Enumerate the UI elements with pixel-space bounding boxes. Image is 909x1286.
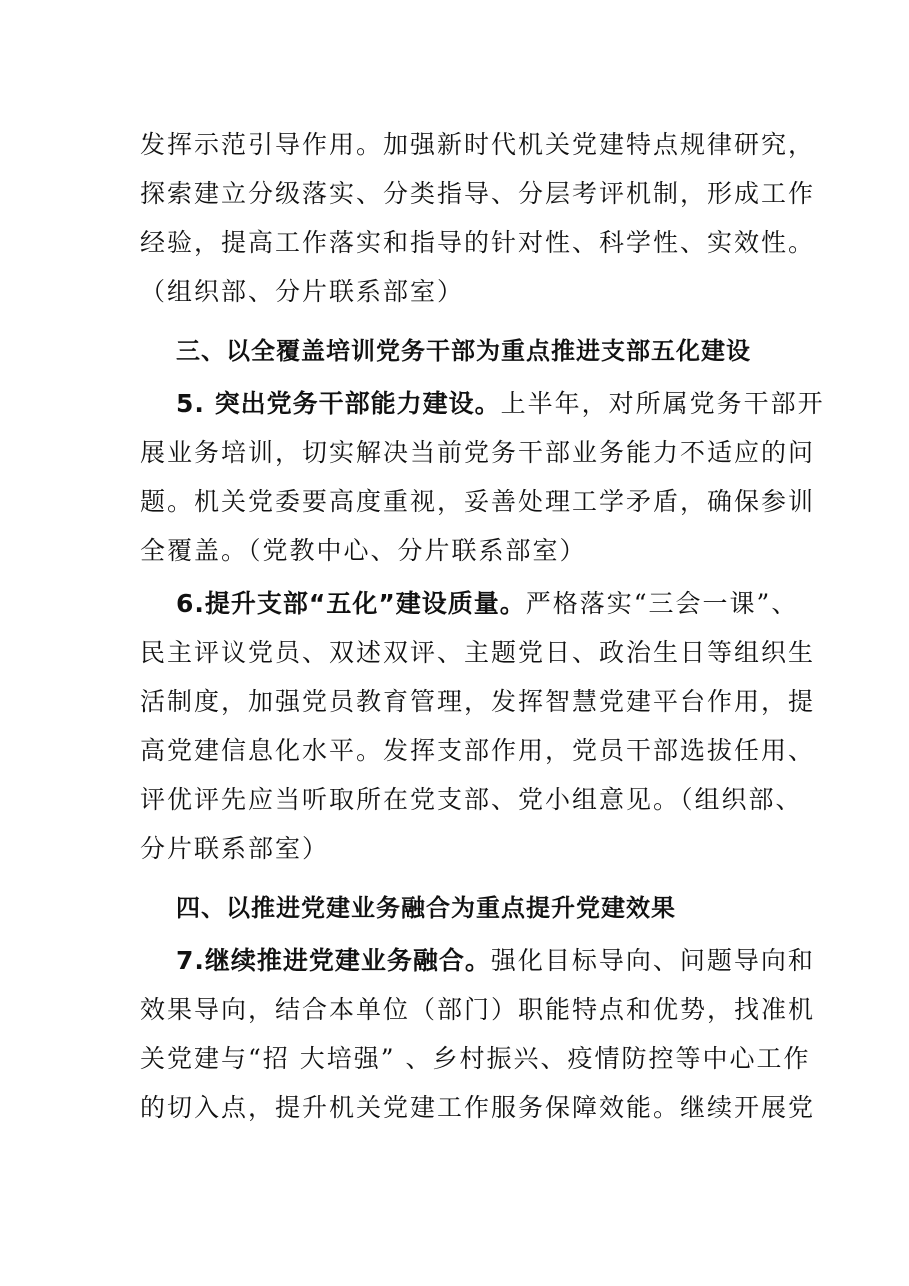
section-three-heading: 三、以全覆盖培训党务干部为重点推进支部五化建设 [176, 337, 751, 365]
paragraph-line: 全覆盖。（党教中心、分片联系部室） [140, 536, 587, 565]
paragraph-first-line [140, 936, 815, 985]
paragraph-line: 活制度，加强党员教育管理，发挥智慧党建平台作用，提 [140, 687, 816, 716]
item-seven-paragraph [140, 936, 816, 1132]
paragraph-first-line [140, 379, 825, 428]
paragraph-line: 题。机关党委要高度重视，妥善处理工学矛盾，确保参训 [140, 487, 816, 516]
paragraph-line: （组织部、分片联系部室） [140, 277, 465, 306]
item-seven-title: 7.继续推进党建业务融合。 [176, 946, 491, 975]
item-five-first-line-text: 上半年，对所属党务干部开 [500, 389, 825, 418]
paragraph-line: 经验，提高工作落实和指导的针对性、科学性、实效性。 [140, 228, 816, 257]
intro-paragraph [140, 120, 816, 316]
item-five-title: 5. 突出党务干部能力建设。 [176, 389, 501, 418]
item-six-paragraph [140, 579, 816, 873]
paragraph-line: 发挥示范引导作用。加强新时代机关党建特点规律研究， [140, 130, 816, 159]
paragraph-line: 探索建立分级落实、分类指导、分层考评机制，形成工作 [140, 179, 816, 208]
paragraph-line: 的切入点，提升机关党建工作服务保障效能。继续开展党 [140, 1093, 816, 1122]
paragraph-line: 关党建与“招 大培强” 、乡村振兴、疫情防控等中心工作 [140, 1044, 811, 1073]
paragraph-line: 评优评先应当听取所在党支部、党小组意见。（组织部、 [140, 785, 803, 814]
paragraph-line: 民主评议党员、双述双评、主题党日、政治生日等组织生 [140, 638, 816, 667]
item-six-first-line-text: 严格落实“三会一课”、 [525, 589, 799, 618]
item-seven-first-line-text: 强化目标导向、问题导向和 [490, 946, 815, 975]
paragraph-line: 效果导向，结合本单位（部门）职能特点和优势，找准机 [140, 995, 816, 1024]
paragraph-line: 分片联系部室） [140, 834, 330, 863]
document-page [140, 120, 825, 1132]
item-six-title: 6.提升支部“五化”建设质量。 [176, 589, 526, 618]
paragraph-line: 展业务培训，切实解决当前党务干部业务能力不适应的问 [140, 438, 816, 467]
section-four-heading: 四、以推进党建业务融合为重点提升党建效果 [176, 894, 676, 922]
paragraph-line: 高党建信息化水平。发挥支部作用，党员干部选拔任用、 [140, 736, 816, 765]
paragraph-first-line [140, 579, 799, 628]
item-five-paragraph [140, 379, 825, 575]
